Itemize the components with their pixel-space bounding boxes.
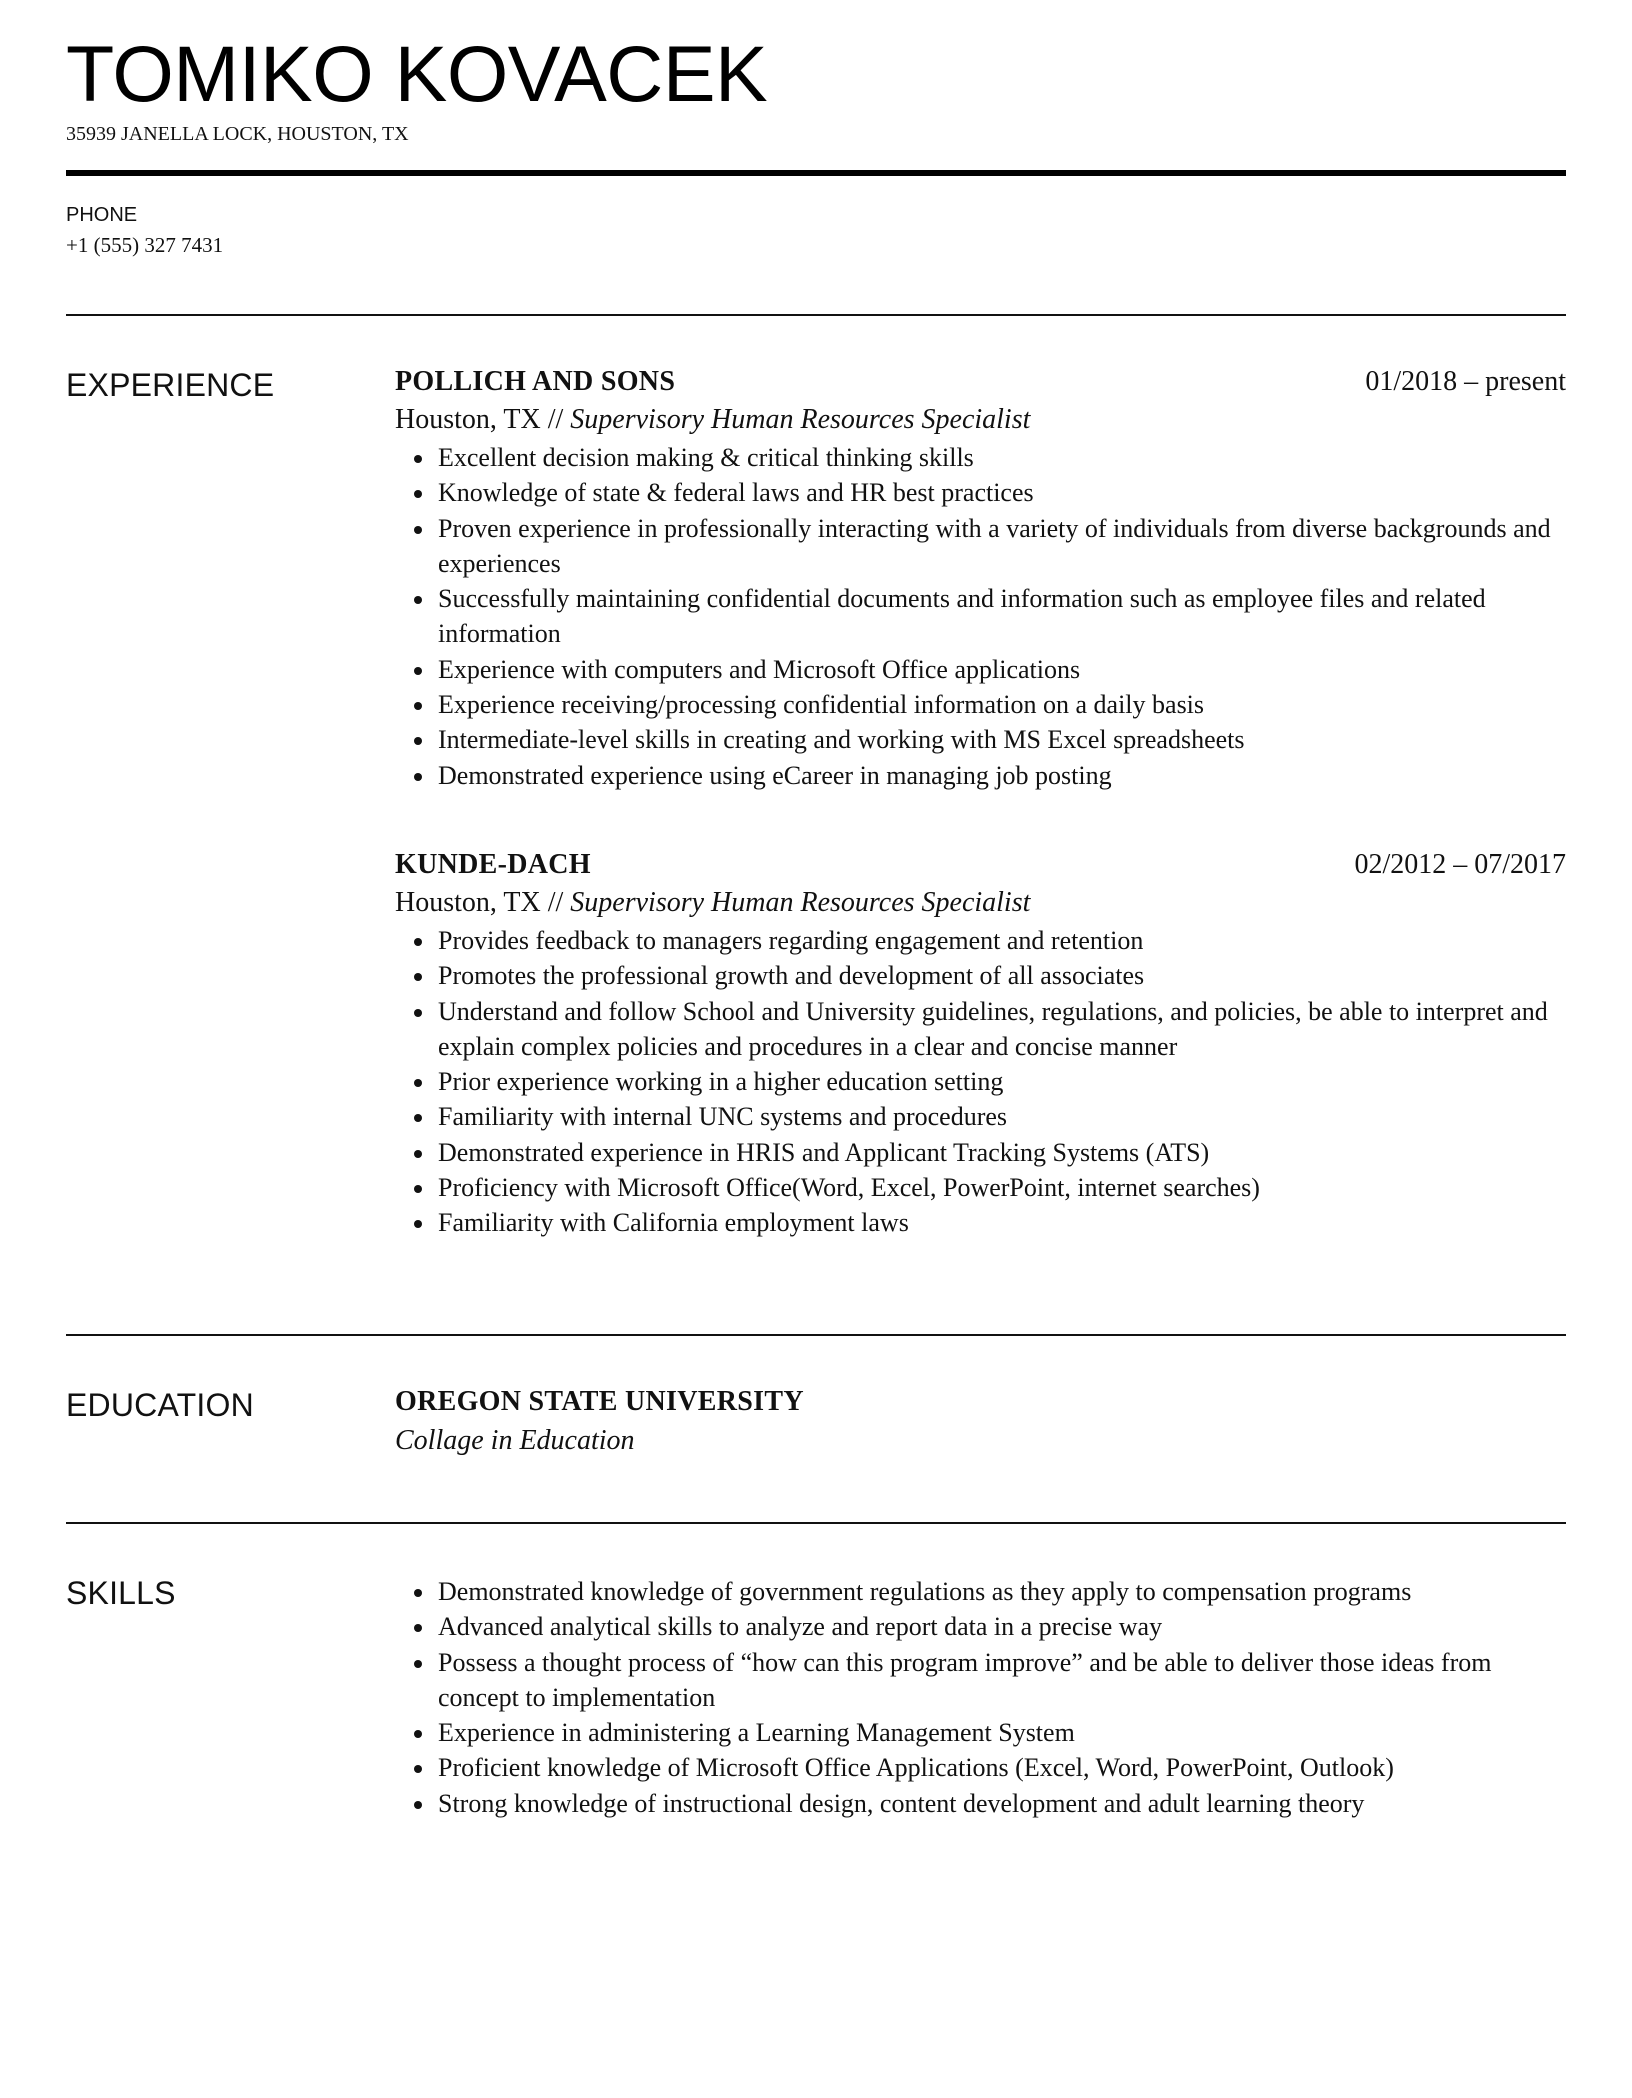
list-item: Prior experience working in a higher education setting	[395, 1064, 1566, 1099]
candidate-name: TOMIKO KOVACEK	[66, 29, 768, 118]
phone-value: +1 (555) 327 7431	[66, 233, 224, 257]
job-role: Supervisory Human Resources Specialist	[570, 404, 1031, 435]
list-item: Knowledge of state & federal laws and HR best practices	[395, 475, 1566, 510]
job-subline	[395, 400, 1566, 440]
list-item: Familiarity with internal UNC systems and procedures	[395, 1099, 1566, 1134]
list-item: Experience with computers and Microsoft Office applications	[395, 652, 1566, 687]
experience-section-title: EXPERIENCE	[66, 367, 275, 403]
list-item: Understand and follow School and University guidelines, regulations, and policies, be able to interpret and explain complex policies and procedures in a clear and concise manner	[395, 994, 1566, 1065]
education-degree: Collage in Education	[395, 1425, 635, 1456]
phone-label: PHONE	[66, 204, 138, 226]
job-dates: 02/2012 – 07/2017	[1354, 848, 1566, 880]
list-item: Possess a thought process of “how can this program improve” and be able to deliver those ideas from concept to implementation	[395, 1645, 1566, 1716]
section-divider	[66, 1522, 1566, 1524]
section-divider	[66, 1334, 1566, 1336]
education-section-title: EDUCATION	[66, 1387, 254, 1423]
job-bullets	[395, 923, 1566, 1241]
education-school: OREGON STATE UNIVERSITY	[395, 1386, 804, 1417]
header-divider	[66, 170, 1566, 176]
job-bullets	[395, 440, 1566, 793]
list-item: Successfully maintaining confidential documents and information such as employee files and related information	[395, 581, 1566, 652]
candidate-address: 35939 JANELLA LOCK, HOUSTON, TX	[66, 123, 409, 145]
list-item: Experience in administering a Learning Management System	[395, 1715, 1566, 1750]
list-item: Excellent decision making & critical thinking skills	[395, 440, 1566, 475]
list-item: Demonstrated knowledge of government regulations as they apply to compensation programs	[395, 1574, 1566, 1609]
section-divider	[66, 314, 1566, 316]
list-item: Strong knowledge of instructional design, content development and adult learning theory	[395, 1786, 1566, 1821]
list-item: Advanced analytical skills to analyze and report data in a precise way	[395, 1609, 1566, 1644]
list-item: Familiarity with California employment laws	[395, 1205, 1566, 1240]
job-location: Houston, TX	[395, 886, 541, 918]
job-separator: //	[540, 886, 571, 918]
list-item: Demonstrated experience in HRIS and Applicant Tracking Systems (ATS)	[395, 1135, 1566, 1170]
job-role: Supervisory Human Resources Specialist	[570, 886, 1031, 918]
skills-section-title: SKILLS	[66, 1575, 176, 1611]
list-item: Experience receiving/processing confidential information on a daily basis	[395, 687, 1566, 722]
job-entry	[395, 364, 1566, 793]
job-dates: 01/2018 – present	[1365, 366, 1566, 397]
job-entry	[395, 847, 1566, 1241]
list-item: Demonstrated experience using eCareer in managing job posting	[395, 758, 1566, 793]
list-item: Proficient knowledge of Microsoft Office Applications (Excel, Word, PowerPoint, Outlook)	[395, 1750, 1566, 1785]
job-subline	[395, 883, 1566, 923]
skills-bullets	[395, 1574, 1566, 1821]
job-company: KUNDE-DACH	[395, 848, 591, 880]
list-item: Intermediate-level skills in creating and working with MS Excel spreadsheets	[395, 722, 1566, 757]
skills-list	[395, 1574, 1566, 1821]
job-separator: //	[540, 404, 571, 435]
list-item: Proficiency with Microsoft Office(Word, Excel, PowerPoint, internet searches)	[395, 1170, 1566, 1205]
job-company: POLLICH AND SONS	[395, 366, 676, 397]
education-entry	[395, 1384, 1566, 1462]
list-item: Provides feedback to managers regarding engagement and retention	[395, 923, 1566, 958]
list-item: Proven experience in professionally interacting with a variety of individuals from diverse backgrounds and experiences	[395, 511, 1566, 582]
experience-list	[395, 364, 1566, 1295]
list-item: Promotes the professional growth and development of all associates	[395, 958, 1566, 993]
job-location: Houston, TX	[395, 404, 541, 435]
